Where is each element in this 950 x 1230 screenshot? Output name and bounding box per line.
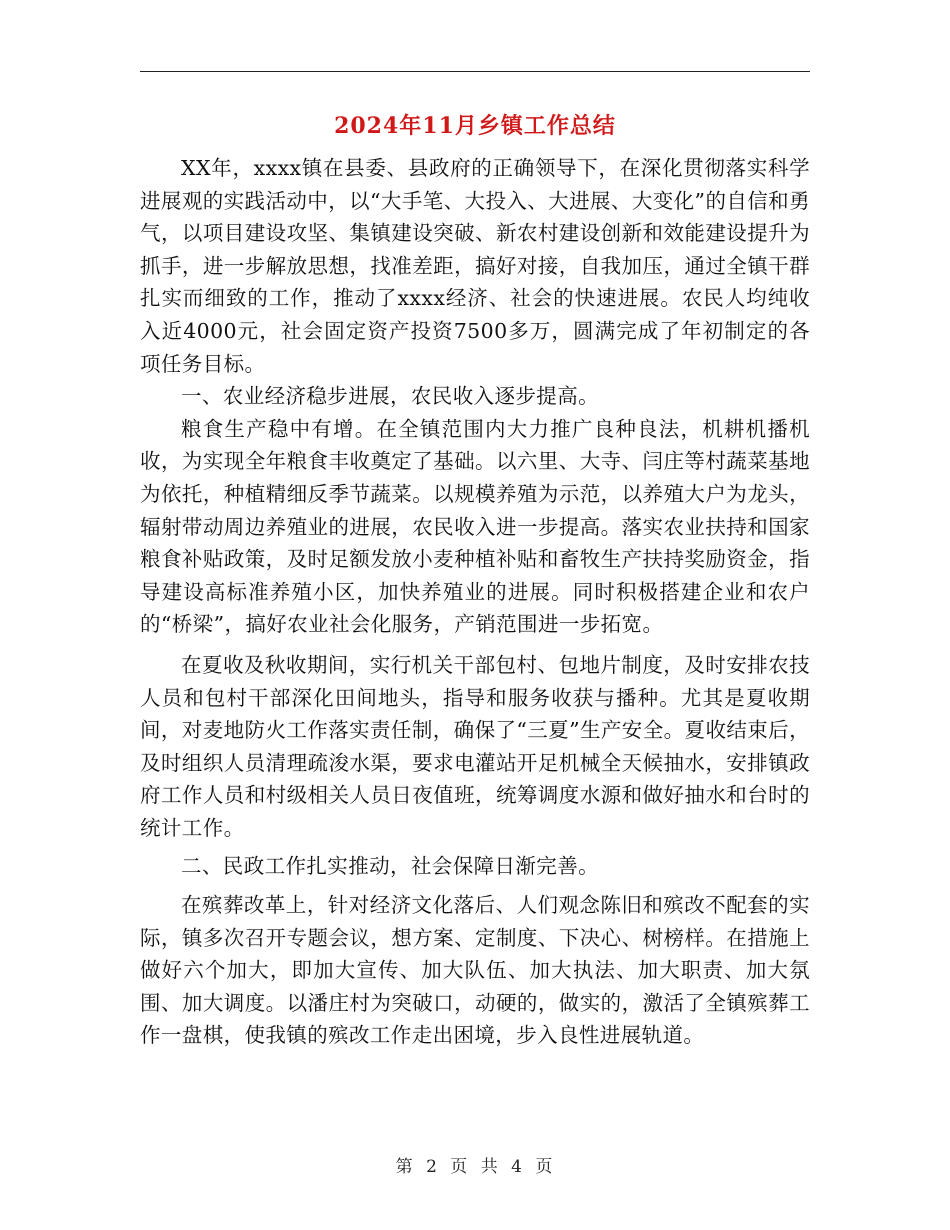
section-heading-agriculture: 一、农业经济稳步进展，农民收入逐步提高。 — [181, 384, 599, 409]
paragraph-grain-production: 粮食生产稳中有增。在全镇范围内大力推广良种良法，机耕机播机收，为实现全年粮食丰收奠定了基础。以六里、大寺、闫庄等村蔬菜基地为依托，种植精细反季节蔬菜。以规模养殖为示范，以养殖大户为龙头，辐射带动周边养殖业的进展，农民收入进一步提高。落实农业扶持和国家粮食补贴政策，及时足额发放小麦种植补贴和畜牧生产扶持奖励资金，指导建设高标准养殖小区，加快养殖业的进展。同时积极搭建企业和农户的“桥梁”，搞好农业社会化服务，产销范围进一步拓宽。 — [140, 416, 810, 637]
paragraph-harvest: 在夏收及秋收期间，实行机关干部包村、包地片制度，及时安排农技人员和包村干部深化田间地头，指导和服务收获与播种。尤其是夏收期间，对麦地防火工作落实责任制，确保了“三夏”生产安全。夏收结束后，及时组织人员清理疏浚水渠，要求电灌站开足机械全天候抽水，安排镇政府工作人员和村级相关人员日夜值班，统筹调度水源和做好抽水和台时的统计工作。 — [140, 652, 810, 840]
document-body — [140, 152, 810, 1052]
header-rule — [140, 71, 810, 72]
section-heading-civil-affairs: 二、民政工作扎实推动，社会保障日渐完善。 — [181, 854, 599, 879]
document-title: 2024年11月乡镇工作总结 — [334, 113, 616, 139]
paragraph-funeral-reform: 在殡葬改革上，针对经济文化落后、人们观念陈旧和殡改不配套的实际，镇多次召开专题会议，想方案、定制度、下决心、树榜样。在措施上做好六个加大，即加大宣传、加大队伍、加大执法、加大职责、加大氛围、加大调度。以潘庄村为突破口，动硬的，做实的，激活了全镇殡葬工作一盘棋，使我镇的殡改工作走出困境，步入良性进展轨道。 — [140, 893, 810, 1048]
page-number-footer: 第 2 页 共 4 页 — [395, 1157, 555, 1177]
paragraph-intro: XX年，xxxx镇在县委、县政府的正确领导下，在深化贯彻落实科学进展观的实践活动中，以“大手笔、大投入、大进展、大变化”的自信和勇气，以项目建设攻坚、集镇建设突破、新农村建设创新和效能建设提升为抓手，进一步解放思想，找准差距，搞好对接，自我加压，通过全镇干群扎实而细致的工作，推动了xxxx经济、社会的快速进展。农民人均纯收入近4000元，社会固定资产投资7500多万，圆满完成了年初制定的各项任务目标。 — [140, 156, 810, 376]
